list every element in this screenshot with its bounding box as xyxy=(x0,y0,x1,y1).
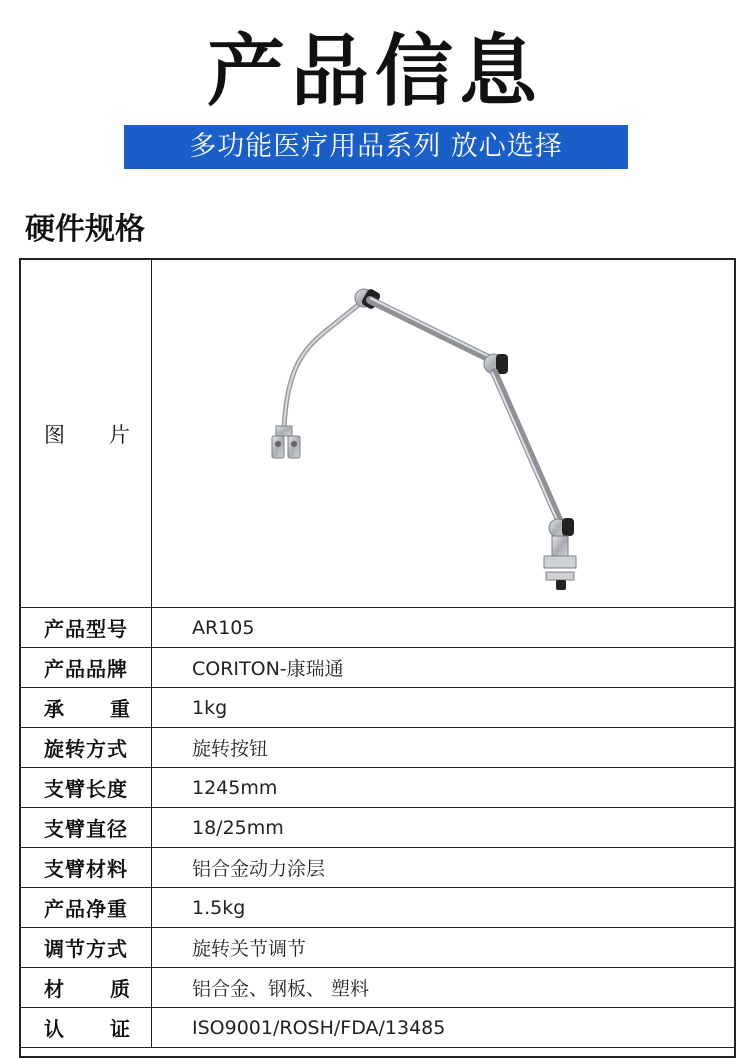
section-title: 硬件规格 xyxy=(25,212,145,247)
table-row xyxy=(21,1008,734,1048)
image-label-right: 片 xyxy=(109,422,130,447)
table-row xyxy=(21,648,734,688)
table-row xyxy=(21,888,734,928)
spec-label xyxy=(21,688,152,727)
table-row-image xyxy=(21,260,734,608)
spec-label-left: 承 xyxy=(44,697,64,721)
subtitle-banner: 多功能医疗用品系列 放心选择 xyxy=(124,125,628,169)
table-row xyxy=(21,968,734,1008)
image-label xyxy=(21,260,152,607)
spec-label: 产品型号 xyxy=(21,608,152,647)
spec-label-right: 证 xyxy=(110,1017,130,1041)
spec-label-right: 重 xyxy=(110,697,130,721)
spec-value: 1245mm xyxy=(192,776,278,799)
spec-table xyxy=(19,258,736,1058)
product-image xyxy=(152,260,734,607)
table-row xyxy=(21,928,734,968)
page-title: 产品信息 xyxy=(206,27,543,117)
spec-label-right: 质 xyxy=(110,977,130,1001)
spec-value: 1.5kg xyxy=(192,896,246,919)
spec-value: 18/25mm xyxy=(192,816,284,839)
spec-label: 产品净重 xyxy=(21,888,152,927)
spec-label: 支臂材料 xyxy=(21,848,152,887)
spec-label: 调节方式 xyxy=(21,928,152,967)
spec-value: 1kg xyxy=(192,696,228,719)
spec-value: AR105 xyxy=(192,616,255,639)
spec-label-left: 认 xyxy=(44,1017,64,1041)
spec-label xyxy=(21,968,152,1007)
spec-label: 旋转方式 xyxy=(21,728,152,767)
spec-value: 旋转关节调节 xyxy=(192,938,307,960)
spec-label xyxy=(21,1008,152,1047)
spec-value: 铝合金、钢板、 塑料 xyxy=(192,978,370,1000)
table-row xyxy=(21,768,734,808)
table-row xyxy=(21,728,734,768)
spec-label: 支臂长度 xyxy=(21,768,152,807)
spec-value: 铝合金动力涂层 xyxy=(192,858,326,880)
spec-value: CORITON-康瑞通 xyxy=(192,658,344,680)
spec-value: 旋转按钮 xyxy=(192,738,269,760)
articulating-arm-image xyxy=(152,260,736,608)
spec-value: ISO9001/ROSH/FDA/13485 xyxy=(192,1016,446,1039)
spec-label: 支臂直径 xyxy=(21,808,152,847)
table-row xyxy=(21,848,734,888)
spec-label-left: 材 xyxy=(44,977,64,1001)
table-row xyxy=(21,608,734,648)
spec-label: 产品品牌 xyxy=(21,648,152,687)
image-label-left: 图 xyxy=(44,422,65,447)
table-row xyxy=(21,688,734,728)
table-row xyxy=(21,808,734,848)
